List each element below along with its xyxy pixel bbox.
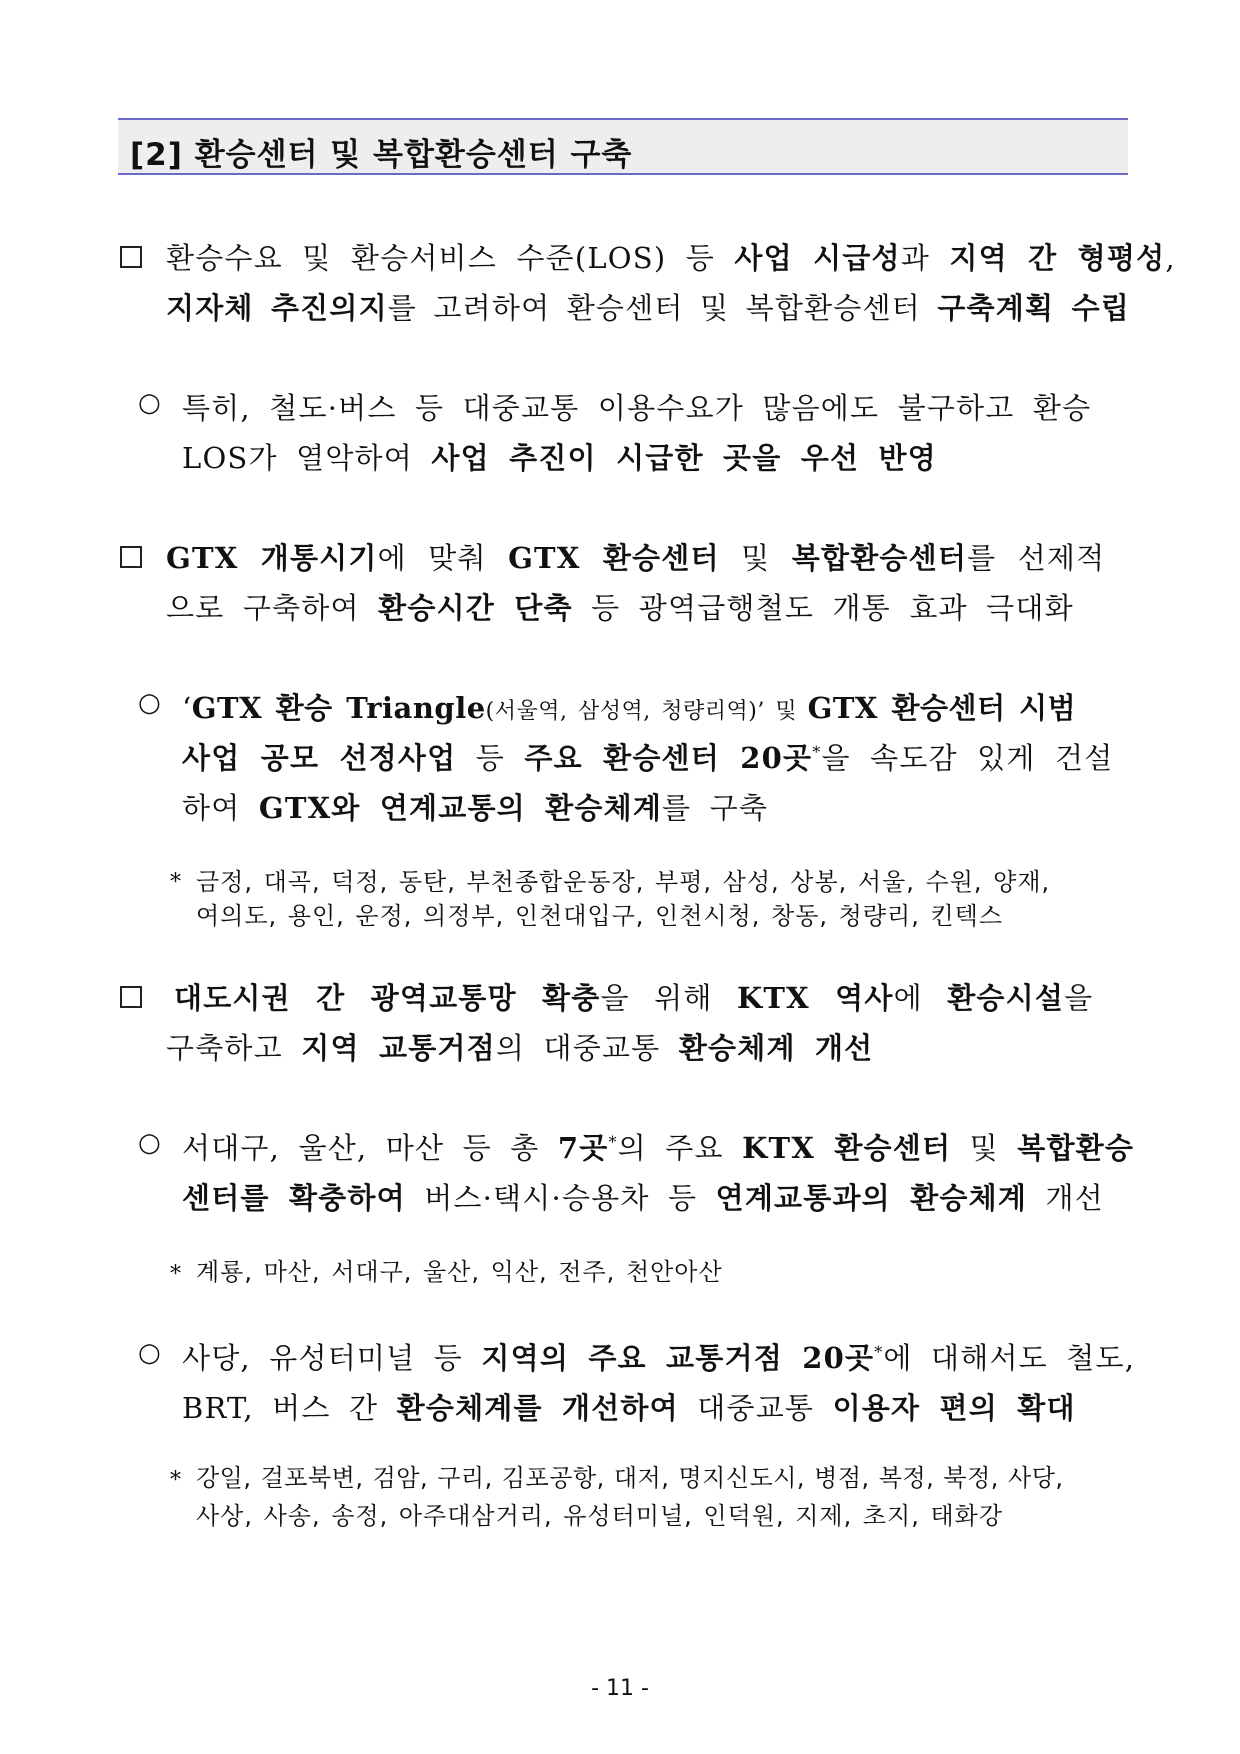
b1c1-line1: 특히, 철도·버스 등 대중교통 이용수요가 많음에도 불구하고 환승 [182,391,1092,425]
b2c1-note-line1: 금정, 대곡, 덕정, 동탄, 부천종합운동장, 부평, 삼성, 상봉, 서울, 수원, 양재, [196,868,1051,896]
b2-line1: GTX 개통시기에 맞춰 GTX 환승센터 및 복합환승센터를 선제적 [166,541,1106,575]
footnote-star-icon: * [170,1262,181,1287]
b3c2-note-line1: 강일, 걸포북변, 검암, 구리, 김포공항, 대저, 명지신도시, 병점, 복정, 북정, 사당, [196,1464,1064,1492]
section-title: [2] 환승센터 및 복합환승센터 구축 [130,137,633,173]
b1-line2: 지자체 추진의지를 고려하여 환승센터 및 복합환승센터 구축계획 수립 [166,291,1130,325]
square-bullet-icon [120,986,142,1008]
section-header [118,118,1128,175]
circle-bullet-icon: ○ [138,1338,161,1368]
b2c1-line1: ‘GTX 환승 Triangle(서울역, 삼성역, 청량리역)’ 및 GTX 환승센터 시범 [182,691,1077,725]
circle-bullet-icon: ○ [138,1128,161,1158]
b3c2-note-line2: 사상, 사송, 송정, 아주대삼거리, 유성터미널, 인덕원, 지제, 초지, 태화강 [196,1502,1004,1530]
b3c2-line2: BRT, 버스 간 환승체계를 개선하여 대중교통 이용자 편의 확대 [182,1391,1076,1425]
circle-bullet-icon: ○ [138,388,161,418]
footnote-star-icon: * [170,870,181,895]
footnote-star-icon: * [170,1468,181,1493]
page-number: - 11 - [591,1676,649,1701]
b2-line2: 으로 구축하여 환승시간 단축 등 광역급행철도 개통 효과 극대화 [166,591,1074,625]
square-bullet-icon [120,246,142,268]
b1c1-line2: LOS가 열악하여 사업 추진이 시급한 곳을 우선 반영 [182,441,937,475]
b2c1-line3: 하여 GTX와 연계교통의 환승체계를 구축 [182,791,769,825]
circle-bullet-icon: ○ [138,688,161,718]
b2c1-line2: 사업 공모 선정사업 등 주요 환승센터 20곳*을 속도감 있게 건설 [182,741,1114,775]
square-bullet-icon [120,546,142,568]
b3c1-line2: 센터를 확충하여 버스·택시·승용차 등 연계교통과의 환승체계 개선 [182,1181,1104,1215]
b3c1-line1: 서대구, 울산, 마산 등 총 7곳*의 주요 KTX 환승센터 및 복합환승 [182,1131,1135,1165]
b3-line1: 대도시권 간 광역교통망 확충을 위해 KTX 역사에 환승시설을 [174,981,1094,1015]
b2c1-note-line2: 여의도, 용인, 운정, 의정부, 인천대입구, 인천시청, 창동, 청량리, 킨텍스 [196,902,1004,930]
b3c1-note-line1: 계룡, 마산, 서대구, 울산, 익산, 전주, 천안아산 [196,1258,723,1286]
b1-line1: 환승수요 및 환승서비스 수준(LOS) 등 사업 시급성과 지역 간 형평성, [166,241,1176,275]
b3-line2: 구축하고 지역 교통거점의 대중교통 환승체계 개선 [166,1031,874,1065]
b3c2-line1: 사당, 유성터미널 등 지역의 주요 교통거점 20곳*에 대해서도 철도, [182,1341,1136,1375]
